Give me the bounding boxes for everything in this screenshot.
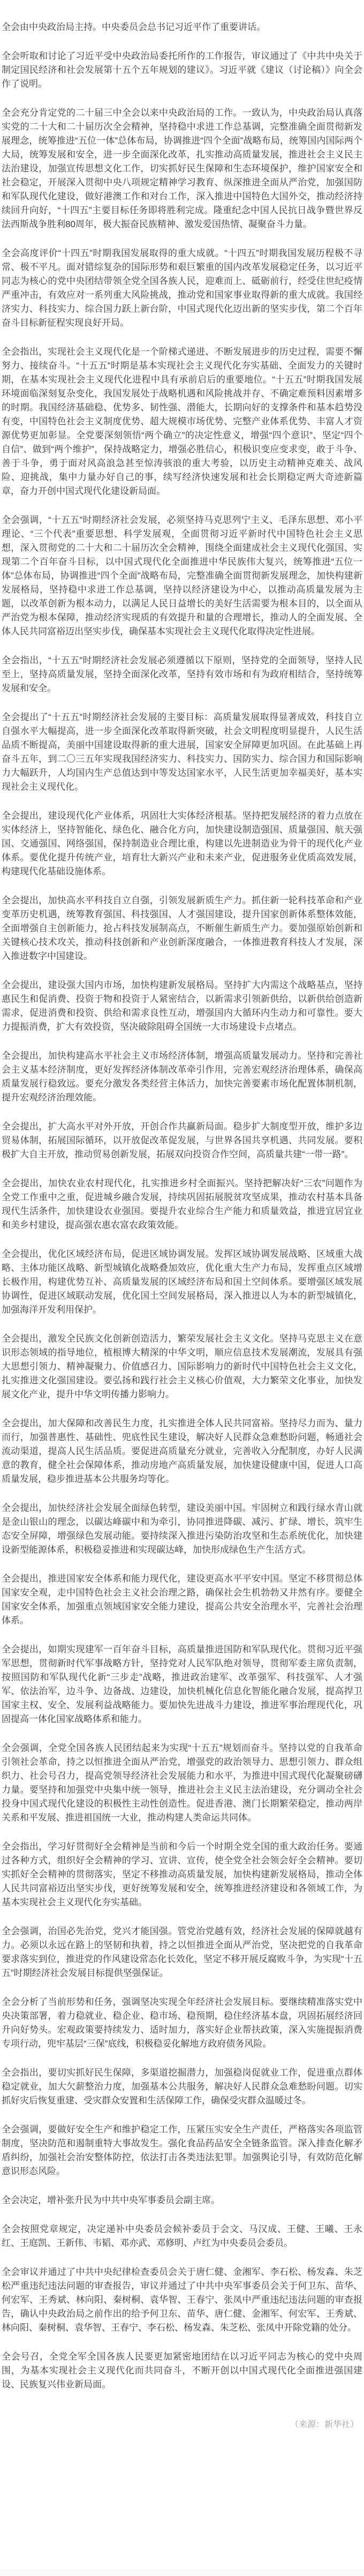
source-note: （来源：新华社） [290, 2420, 359, 2429]
paragraph: 全会决定，增补张升民为中共中央军事委员会副主席。 [2, 2195, 220, 2205]
paragraph: 全会提出，激发全民族文化创新创造活力，繁荣发展社会主义文化。坚持马克思主义在意识形态领域的指导地位，植根博大精深的中华文明，顺应信息技术发展潮流，发展具有强大思想引领力、精神凝聚力、价值感召力、国际影响力的新时代中国特色社会主义文化，扎实推进文化强国建设。要弘扬和践行社会主义核心价值观，大力繁荣文化事业，加快发展文化产业，提升中华文明传播力影响力。 [2, 1334, 362, 1399]
paragraph: 全会提出，建设强大国内市场，加快构建新发展格局。坚持扩大内需这个战略基点，坚持惠民生和促消费、投资于物和投资于人紧密结合，以新需求引领新供给，以新供给创造新需求，促进消费和投资、供给和需求良性互动，增强国内大循环内生动力和可靠性。要大力提振消费，扩大有效投资，坚决破除阻碍全国统一大市场建设卡点堵点。 [2, 980, 362, 1032]
paragraph: 全会指出，实现社会主义现代化是一个阶梯式递进、不断发展进步的历史过程，需要不懈努力、接续奋斗。“十五五”时期是基本实现社会主义现代化夯实基础、全面发力的关键时期，在基本实现社会主义现代化进程中具有承前启后的重要地位。“十五五”时期我国发展环境面临深刻复杂变化，我国发展处于战略机遇和风险挑战并存、不确定难预料因素增多的时期。我国经济基础稳、优势多、韧性强、潜能大，长期向好的支撑条件和基本趋势没有变，中国特色社会主义制度优势、超大规模市场优势、完整产业体系优势、丰富人才资源优势更加彰显。全党要深刻领悟“两个确立”的决定性意义，增强“四个意识”、坚定“四个自信”、做到“两个维护”，保持战略定力，增强必胜信心，积极识变应变求变，敢于斗争、善于斗争，勇于面对风高浪急甚至惊涛骇浪的重大考验，以历史主动精神克难关、战风险、迎挑战，集中力量办好自己的事，续写经济快速发展和社会长期稳定两大奇迹新篇章，奋力开创中国式现代化建设新局面。 [2, 347, 362, 496]
paragraph: 全会提出了“十五五”时期经济社会发展的主要目标：高质量发展取得显著成效，科技自立自强水平大幅提高，进一步全面深化改革取得新突破，社会文明程度明显提升，人民生活品质不断提高，美丽中国建设取得新的重大进展，国家安全屏障更加巩固。在此基础上再奋斗五年，到二〇三五年实现我国经济实力、科技实力、国防实力、综合国力和国际影响力大幅跃升，人均国内生产总值达到中等发达国家水平，人民生活更加幸福美好，基本实现社会主义现代化。 [2, 712, 362, 792]
paragraph: 全会指出，要切实抓好民生保障，多渠道挖掘潜力，加强稳岗促就业工作，促进重点群体稳定就业，加大欠薪整治力度，加强基本公共服务，解决好人民群众急难愁盼问题。切实抓好灾后恢复重建、受灾群众安置和生活保障工作，确保受灾群众温暖过冬。 [2, 2068, 362, 2106]
paragraph: 全会提出，如期实现建军一百年奋斗目标，高质量推进国防和军队现代化。贯彻习近平强军思想，贯彻新时代军事战略方针，坚持党对人民军队绝对领导，贯彻军委主席负责制，按照国防和军队现代化新“三步走”战略，推进政治建军、改革强军、科技强军、人才强军、依法治军，边斗争、边备战、边建设，加快机械化信息化智能化融合发展，提高捍卫国家主权、安全、发展利益战略能力。要加快先进战斗力建设，推进军事治理现代化，巩固提高一体化国家战略体系和能力。 [2, 1644, 362, 1724]
paragraph: 全会强调，全党全国各族人民团结起来为实现“十五五”规划而奋斗。坚持以党的自我革命引领社会革命，持之以恒推进全面从严治党，增强党的政治领导力、思想引领力、群众组织力、社会号召力，提高党领导经济社会发展能力和水平，为推进中国式现代化凝聚磅礴力量。要坚持和加强党中央集中统一领导，推进社会主义民主法治建设，充分调动全社会投身中国式现代化建设的积极性主动性创造性。促进香港、澳门长期繁荣稳定，推动两岸关系和平发展、推进祖国统一大业，推动构建人类命运共同体。 [2, 1743, 362, 1823]
paragraph: 全会提出，建设现代化产业体系，巩固壮大实体经济根基。坚持把发展经济的着力点放在实体经济上，坚持智能化、绿色化、融合化方向，加快建设制造强国、质量强国、航天强国、交通强国、网络强国，保持制造业合理比重，构建以先进制造业为骨干的现代化产业体系。要优化提升传统产业，培育壮大新兴产业和未来产业，促进服务业优质高效发展，构建现代化基础设施体系。 [2, 811, 362, 877]
bottom-divider [0, 2570, 364, 2576]
paragraph: 全会指出，学习好贯彻好全会精神是当前和今后一个时期全党全国的重大政治任务。要通过各种方式，组织好全会精神的学习、宣讲、宣传，使全党全社会领会好全会精神。要切实抓好全会精神的贯彻落实，坚定不移推动高质量发展，加快构建新发展格局，推动全体人民共同富裕迈出坚实步伐，更好统筹发展和安全，统筹推进经济建设和各领域工作，为基本实现社会主义现代化夯实基础。 [2, 1841, 362, 1907]
paragraph: 全会提出，加快农业农村现代化，扎实推进乡村全面振兴。坚持把解决好“三农”问题作为全党工作重中之重，促进城乡融合发展，持续巩固拓展脱贫攻坚成果，推动农村基本具备现代生活条件，加快建设农业强国。要提升农业综合生产能力和质量效益，推进宜居宜业和美乡村建设，提高强农惠农富农政策效能。 [2, 1178, 362, 1230]
paragraph: 全会分析了当前形势和任务，强调坚决实现全年经济社会发展目标。要继续精准落实党中央决策部署，着力稳就业、稳企业、稳市场、稳预期，稳住经济基本盘，巩固拓展经济回升向好势头。宏观政策要持续发力、适时加力，落实好企业帮扶政策，深入实施提振消费专项行动，兜牢基层“三保”底线，积极稳妥化解地方政府债务风险。 [2, 1997, 362, 2049]
paragraph: 全会强调，治国必先治党，党兴才能国强。管党治党越有效，经济社会发展的保障就越有力。必须以永远在路上的坚韧和执着，持之以恒推进全面从严治党，坚决把党的自我革命要求落实到位，推进党的作风建设常态化长效化，坚定不移开展反腐败斗争，为实现“十五五”时期经济社会发展目标提供坚强保证。 [2, 1926, 362, 1978]
paragraph: 全会号召，全党全军全国各族人民要更加紧密地团结在以习近平同志为核心的党中央周围，为基本实现社会主义现代化而共同奋斗，不断开创以中国式现代化全面推进强国建设、民族复兴伟业新局面。 [2, 2352, 362, 2390]
paragraph: 全会指出，“十五五”时期经济社会发展必须遵循以下原则，坚持党的全面领导，坚持人民至上，坚持高质量发展，坚持全面深化改革，坚持有效市场和有为政府相结合，坚持统筹发展和安全。 [2, 655, 362, 693]
paragraph: 全会强调，要做好安全生产和维护稳定工作，压紧压实安全生产责任，严格落实各项监管制度，坚决防范和遏制重特大事故发生。强化食品药品安全全链条监管。深入排查化解矛盾纠纷，加强社会治安整体防控，依法打击各类违法犯罪。加强舆论引导，有效防范化解意识形态风险。 [2, 2124, 362, 2176]
paragraph: 全会提出，加大保障和改善民生力度，扎实推进全体人民共同富裕。坚持尽力而为、量力而行，加强普惠性、基础性、兜底性民生建设，解决好人民群众急难愁盼问题，畅通社会流动渠道，提高人民生活品质。要促进高质量充分就业，完善收入分配制度，办好人民满意的教育，健全社会保障体系，推动房地产高质量发展，加快建设健康中国，促进人口高质量发展，稳步推进基本公共服务均等化。 [2, 1418, 362, 1484]
paragraph: 全会高度评价“十四五”时期我国发展取得的重大成就。“十四五”时期我国发展历程极不寻常、极不平凡。面对错综复杂的国际形势和艰巨繁重的国内改革发展稳定任务，以习近平同志为核心的党中央团结带领全党全国各族人民，迎难而上、砥砺前行，经受住世纪疫情严重冲击，有效应对一系列重大风险挑战，推动党和国家事业取得新的重大成就。我国经济实力、科技实力、综合国力跃上新台阶，中国式现代化迈出新的坚实步伐，第二个百年奋斗目标新征程实现良好开局。 [2, 248, 362, 328]
paragraph: 全会提出，加快高水平科技自立自强，引领发展新质生产力。抓住新一轮科技革命和产业变革历史机遇，统筹教育强国、科技强国、人才强国建设，提升国家创新体系整体效能，全面增强自主创新能力，抢占科技发展制高点，不断催生新质生产力。要加强原始创新和关键核心技术攻关，推动科技创新和产业创新深度融合，一体推进教育科技人才发展，深入推进数字中国建设。 [2, 895, 362, 961]
paragraph: 全会提出，扩大高水平对外开放，开创合作共赢新局面。稳步扩大制度型开放，维护多边贸易体制，拓展国际循环，以开放促改革促发展，与世界各国共享机遇、共同发展。要积极扩大自主开放，推动贸易创新发展，拓展双向投资合作空间，高质量共建“一带一路”。 [2, 1121, 362, 1159]
paragraph: 全会按照党章规定，决定递补中央委员会候补委员于会文、马汉成、王健、王曦、王永红、王庭凯、王新伟、韦韬、邓亦武、邓修明、卢红为中央委员会委员。 [2, 2224, 362, 2248]
paragraph: 全会审议并通过了中共中央纪律检查委员会关于唐仁健、金湘军、李石松、杨发森、朱芝松严重违纪违法问题的审查报告，审议并通过了中共中央军事委员会关于何卫东、苗华、何宏军、王秀斌、林向阳、秦树桐、袁华智、王春宁、张凤中严重违纪违法问题的审查报告，确认中央政治局之前作出的给予何卫东、苗华、唐仁健、金湘军、何宏军、王秀斌、林向阳、秦树桐、袁华智、王春宁、李石松、杨发森、朱芝松、张凤中开除党籍的处分。 [2, 2267, 362, 2333]
paragraph: 全会充分肯定党的二十届三中全会以来中央政治局的工作。一致认为，中央政治局认真落实党的二十大和二十届历次全会精神，坚持稳中求进工作总基调，完整准确全面贯彻新发展理念，统筹推进“五位一体”总体布局，协调推进“四个全面”战略布局，统筹国内国际两个大局，统筹发展和安全，进一步全面深化改革，扎实推动高质量发展，推进社会主义民主法治建设，加强宣传思想文化工作，切实抓好民生保障和生态环境保护，维护国家安全和社会稳定，开展深入贯彻中央八项规定精神学习教育、纵深推进全面从严治党，加强国防和军队现代化建设，做好港澳工作和对台工作，深入推进中国特色大国外交，推动经济持续回升向好，“十四五”主要目标任务即将胜利完成。隆重纪念中国人民抗日战争暨世界反法西斯战争胜利80周年，极大振奋民族精神、激发爱国热情、凝聚奋斗力量。 [2, 108, 362, 229]
paragraph: 全会强调，“十五五”时期经济社会发展，必须坚持马克思列宁主义、毛泽东思想、邓小平理论、“三个代表”重要思想、科学发展观，全面贯彻习近平新时代中国特色社会主义思想，深入贯彻党的二十大和二十届历次全会精神，围绕全面建成社会主义现代化强国、实现第二个百年奋斗目标，以中国式现代化全面推进中华民族伟大复兴，统筹推进“五位一体”总体布局，协调推进“四个全面”战略布局，完整准确全面贯彻新发展理念，加快构建新发展格局，坚持稳中求进工作总基调，坚持以经济建设为中心，以推动高质量发展为主题，以改革创新为根本动力，以满足人民日益增长的美好生活需要为根本目的，以全面从严治党为根本保障，推动经济实现质的有效提升和量的合理增长，推动人的全面发展、全体人民共同富裕迈出坚实步伐，确保基本实现社会主义现代化取得决定性进展。 [2, 515, 362, 636]
paragraph: 全会由中央政治局主持。中央委员会总书记习近平作了重要讲话。 [2, 22, 266, 32]
paragraph: 全会提出，优化区域经济布局，促进区域协调发展。发挥区域协调发展战略、区域重大战略、主体功能区战略、新型城镇化战略叠加效应，优化重大生产力布局，发挥重点区域增长极作用，构建优势互补、高质量发展的区域经济布局和国土空间体系。要增强区域发展协调性，促进区域联动发展，优化国土空间发展格局，深入推进以人为本的新型城镇化，加强海洋开发利用保护。 [2, 1249, 362, 1315]
paragraph: 全会提出，加快经济社会发展全面绿色转型，建设美丽中国。牢固树立和践行绿水青山就是金山银山的理念，以碳达峰碳中和为牵引，协同推进降碳、减污、扩绿、增长，筑牢生态安全屏障，增强绿色发展动能。要持续深入推进污染防治攻坚和生态系统优化，加快建设新型能源体系，积极稳妥推进和实现碳达峰，加快形成绿色生产生活方式。 [2, 1503, 362, 1555]
paragraph: 全会提出，推进国家安全体系和能力现代化，建设更高水平平安中国。坚定不移贯彻总体国家安全观，走中国特色社会主义社会治理之路，确保社会生机勃勃又井然有序。要健全国家安全体系，加强重点领域国家安全能力建设，提高公共安全治理水平，完善社会治理体系。 [2, 1574, 362, 1626]
paragraph: 全会听取和讨论了习近平受中央政治局委托所作的工作报告，审议通过了《中共中央关于制定国民经济和社会发展第十五个五年规划的建议》。习近平就《建议（讨论稿）》向全会作了说明。 [2, 51, 362, 89]
paragraph: 全会提出，加快构建高水平社会主义市场经济体制，增强高质量发展动力。坚持和完善社会主义基本经济制度，更好发挥经济体制改革牵引作用，完善宏观经济治理体系，确保高质量发展行稳致远。要充分激发各类经营主体活力，加快完善要素市场化配置体制机制，提升宏观经济治理效能。 [2, 1051, 362, 1103]
